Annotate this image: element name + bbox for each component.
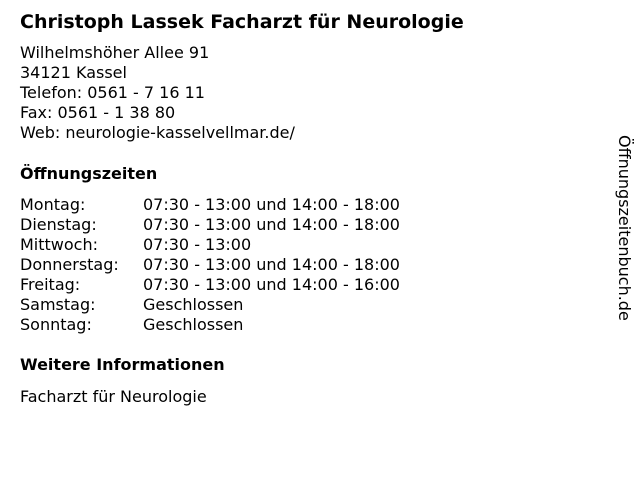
day-label: Sonntag: (20, 315, 92, 334)
day-label: Freitag: (20, 275, 81, 294)
hours-row-friday (20, 275, 600, 295)
business-card (20, 10, 600, 407)
brand-label: Öffnungszeitenbuch.de (615, 135, 634, 321)
day-label: Dienstag: (20, 215, 97, 234)
hours-row-tuesday (20, 215, 600, 235)
hours-row-sunday (20, 315, 600, 335)
time-value: 07:30 - 13:00 und 14:00 - 18:00 (143, 255, 400, 274)
day-label: Mittwoch: (20, 235, 98, 254)
further-info-heading: Weitere Informationen (20, 355, 225, 374)
street-address: Wilhelmshöher Allee 91 (20, 43, 210, 62)
brand-watermark (612, 135, 636, 365)
fax-number: Fax: 0561 - 1 38 80 (20, 103, 176, 122)
hours-row-wednesday (20, 235, 600, 255)
opening-hours-table (20, 195, 600, 335)
day-label: Montag: (20, 195, 86, 214)
time-value: 07:30 - 13:00 und 14:00 - 18:00 (143, 215, 400, 234)
hours-row-saturday (20, 295, 600, 315)
day-label: Samstag: (20, 295, 96, 314)
time-value: Geschlossen (143, 295, 244, 314)
phone-number: Telefon: 0561 - 7 16 11 (20, 83, 205, 102)
day-label: Donnerstag: (20, 255, 119, 274)
hours-row-thursday (20, 255, 600, 275)
time-value: Geschlossen (143, 315, 244, 334)
further-info-text: Facharzt für Neurologie (20, 387, 207, 406)
city-address: 34121 Kassel (20, 63, 127, 82)
page-title: Christoph Lassek Facharzt für Neurologie (20, 11, 464, 33)
time-value: 07:30 - 13:00 (143, 235, 252, 254)
opening-hours-heading: Öffnungszeiten (20, 164, 158, 183)
hours-row-monday (20, 195, 600, 215)
time-value: 07:30 - 13:00 und 14:00 - 16:00 (143, 275, 400, 294)
website-link: Web: neurologie-kasselvellmar.de/ (20, 123, 295, 142)
contact-block (20, 43, 600, 143)
time-value: 07:30 - 13:00 und 14:00 - 18:00 (143, 195, 400, 214)
